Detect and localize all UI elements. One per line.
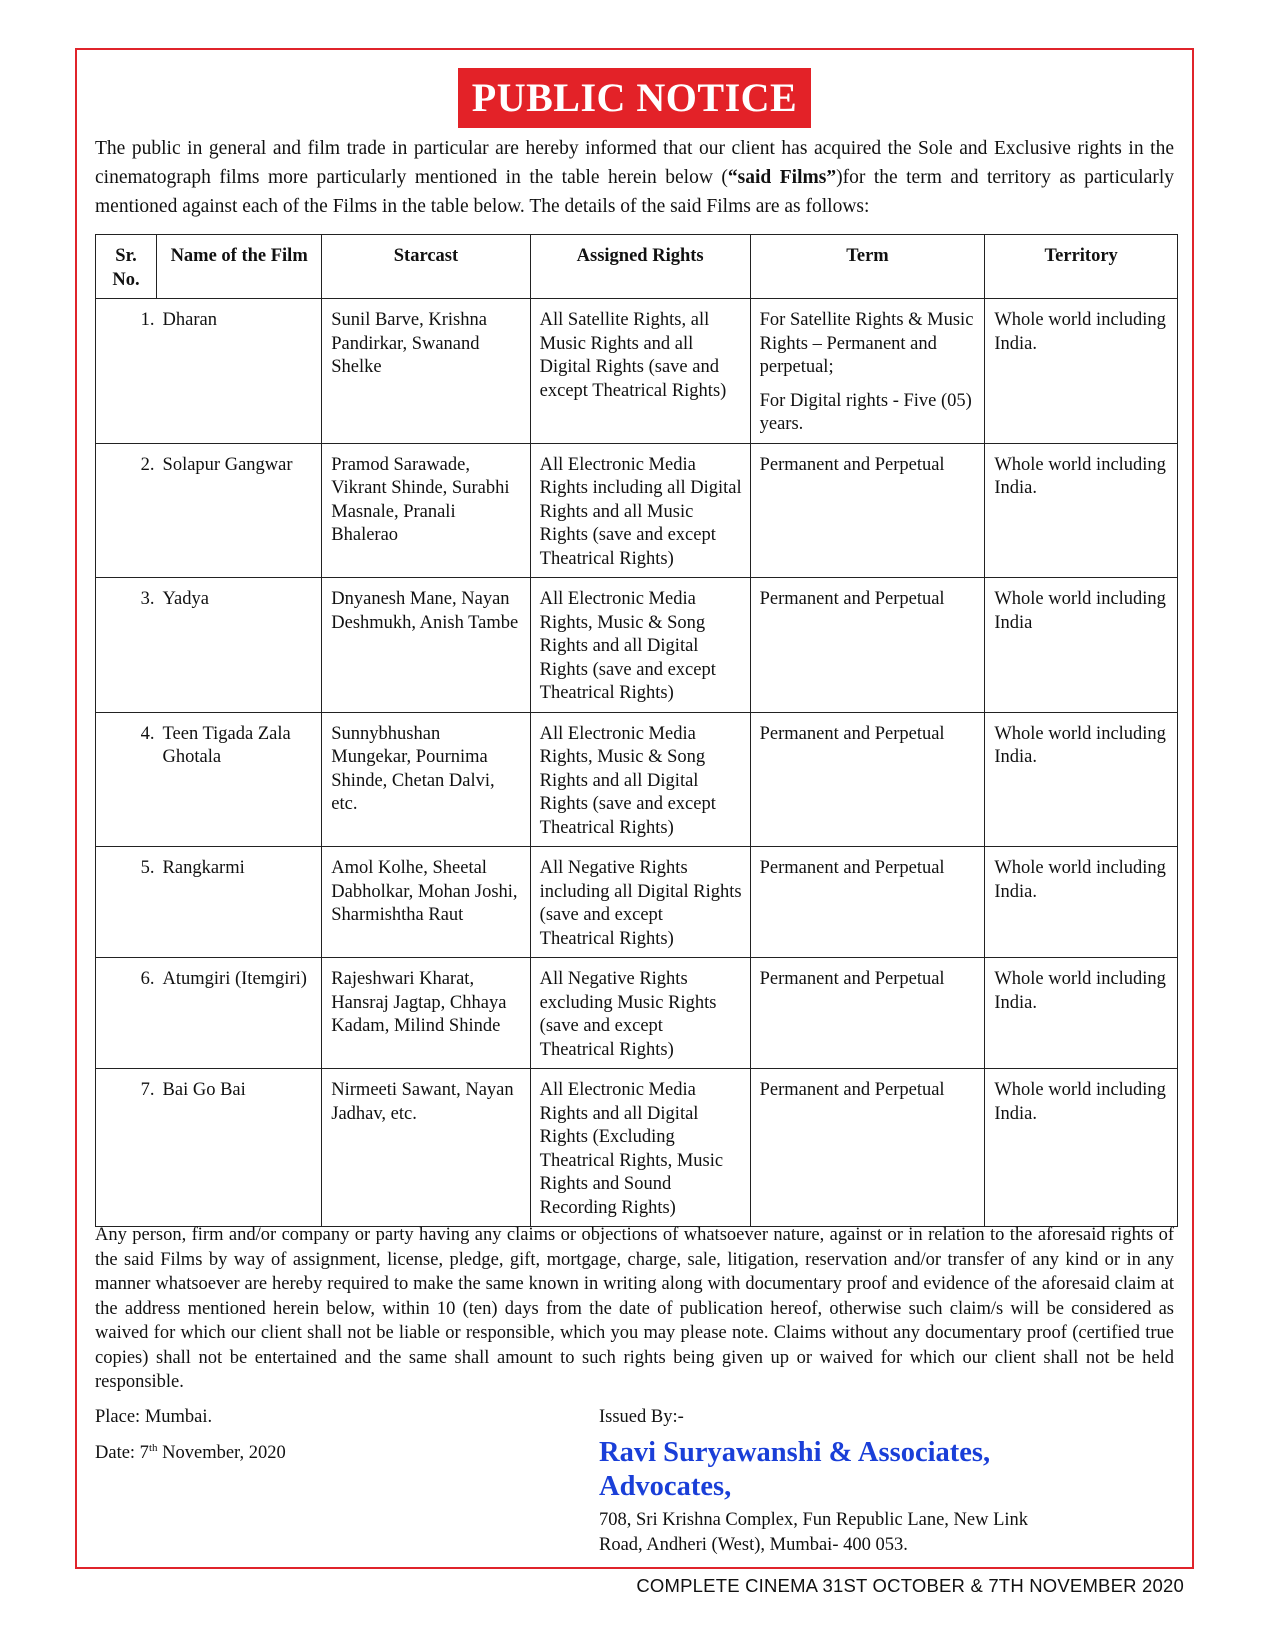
intro-text-start: The public in general and film trade in particular are hereby informed that our client has acquired the Sole and Exclusive rights in the cinematograph films more particularly mentioned in the table herein below ( (95, 138, 1174, 188)
cell-film-name: Rangkarmi (157, 847, 322, 958)
cell-film-name: Atumgiri (Itemgiri) (157, 958, 322, 1069)
term-text: Permanent and Perpetual (759, 454, 945, 475)
table-row (96, 578, 1178, 713)
term-text: Permanent and Perpetual (759, 969, 945, 989)
table-body (96, 299, 1178, 1227)
claims-paragraph: Any person, firm and/or company or party having any claims or objections of whatsoever nature, against or in relation to the aforesaid rights of the said Films by way of assignment, license, pledge, gift, mortgage, charge, sale, litigation, reservation and/or transfer of any kind or in any manner whatsoever are hereby required to make the same known in writing along with documentary proof and evidence of the aforesaid claim at the address mentioned herein below, within 10 (ten) days from the date of publication hereof, otherwise such claim/s will be considered as waived for which our client shall not be liable or responsible, which you may please note. Claims without any documentary proof (certified true copies) shall not be entertained and the same shall amount to such rights being given up or waived for which our client shall not be held responsible. (95, 1225, 1174, 1392)
cell-assigned-rights: All Electronic Media Rights, Music & Song Rights and all Digital Rights (save and except Theatrical Rights) (530, 712, 750, 847)
cell-territory: Whole world including India. (985, 443, 1178, 578)
cell-term (750, 847, 985, 958)
table-row (96, 958, 1178, 1069)
cell-starcast: Pramod Sarawade, Vikrant Shinde, Surabhi Masnale, Pranali Bhalerao (322, 443, 530, 578)
firm-name-line2: Advocates, (599, 1471, 732, 1502)
address-line1: 708, Sri Krishna Complex, Fun Republic Lane, New Link (599, 1510, 1029, 1530)
header-assigned-rights: Assigned Rights (530, 235, 750, 299)
publication-line: COMPLETE CINEMA 31ST OCTOBER & 7TH NOVEMBER 2020 (636, 1575, 1184, 1596)
cell-term (750, 299, 985, 444)
cell-assigned-rights: All Electronic Media Rights and all Digital Rights (Excluding Theatrical Rights, Music Rights and Sound Recording Rights) (530, 1069, 750, 1227)
notice-frame (75, 48, 1194, 1569)
cell-film-name: Teen Tigada Zala Ghotala (157, 712, 322, 847)
cell-term (750, 578, 985, 713)
cell-film-name: Bai Go Bai (157, 1069, 322, 1227)
cell-starcast: Amol Kolhe, Sheetal Dabholkar, Mohan Joshi, Sharmishtha Raut (322, 847, 530, 958)
cell-territory: Whole world including India (985, 578, 1178, 713)
header-starcast: Starcast (322, 235, 530, 299)
header-territory: Territory (985, 235, 1178, 299)
cell-sr-no: 3. (96, 578, 157, 713)
cell-territory: Whole world including India. (985, 1069, 1178, 1227)
intro-text-end: )for the term and territory as particularly mentioned against each of the Films in the table below. The details of the said Films are as follows: (95, 167, 1175, 217)
cell-term (750, 958, 985, 1069)
firm-address (599, 1508, 1159, 1558)
cell-term (750, 712, 985, 847)
firm-name (599, 1436, 1159, 1504)
issued-by-label: Issued By:- (599, 1407, 684, 1427)
intro-paragraph (95, 134, 1174, 221)
cell-starcast: Dnyanesh Mane, Nayan Deshmukh, Anish Tambe (322, 578, 530, 713)
table-row (96, 712, 1178, 847)
cell-film-name: Dharan (157, 299, 322, 444)
date-suffix: November, 2020 (157, 1443, 286, 1464)
term-text-secondary: For Digital rights - Five (05) years. (759, 390, 972, 434)
cell-starcast: Sunnybhushan Mungekar, Pournima Shinde, Chetan Dalvi, etc. (322, 712, 530, 847)
intro-said-films: “said Films” (727, 167, 837, 188)
cell-assigned-rights: All Satellite Rights, all Music Rights and all Digital Rights (save and except Theatrical Rights) (530, 299, 750, 444)
cell-assigned-rights: All Electronic Media Rights including all Digital Rights and all Music Rights (save and except Theatrical Rights) (530, 443, 750, 578)
cell-starcast: Rajeshwari Kharat, Hansraj Jagtap, Chhaya Kadam, Milind Shinde (322, 958, 530, 1069)
cell-territory: Whole world including India. (985, 958, 1178, 1069)
cell-starcast: Nirmeeti Sawant, Nayan Jadhav, etc. (322, 1069, 530, 1227)
term-text: Permanent and Perpetual (759, 723, 945, 744)
cell-sr-no: 7. (96, 1069, 157, 1227)
term-text: Permanent and Perpetual (759, 589, 945, 609)
date-text (95, 1442, 286, 1464)
date-prefix: Date: 7 (95, 1443, 149, 1464)
cell-territory: Whole world including India. (985, 299, 1178, 444)
cell-starcast: Sunil Barve, Krishna Pandirkar, Swanand Shelke (322, 299, 530, 444)
cell-film-name: Yadya (157, 578, 322, 713)
table-header-row (96, 235, 1178, 299)
header-term: Term (750, 235, 985, 299)
title-wrap (77, 68, 1192, 128)
firm-name-line1: Ravi Suryawanshi & Associates, (599, 1437, 991, 1468)
cell-sr-no: 5. (96, 847, 157, 958)
cell-sr-no: 6. (96, 958, 157, 1069)
term-text: For Satellite Rights & Music Rights – Permanent and perpetual; (759, 310, 974, 377)
cell-territory: Whole world including India. (985, 712, 1178, 847)
header-film-name: Name of the Film (157, 235, 322, 299)
table-row (96, 443, 1178, 578)
films-table (95, 234, 1178, 1227)
header-sr-no: Sr. No. (96, 235, 157, 299)
cell-assigned-rights: All Negative Rights excluding Music Rights (save and except Theatrical Rights) (530, 958, 750, 1069)
table-row (96, 299, 1178, 444)
cell-territory: Whole world including India. (985, 847, 1178, 958)
notice-title: PUBLIC NOTICE (458, 68, 811, 128)
cell-assigned-rights: All Electronic Media Rights, Music & Song Rights and all Digital Rights (save and except Theatrical Rights) (530, 578, 750, 713)
date-superscript: th (148, 1442, 158, 1454)
place-date-block (95, 1407, 286, 1478)
cell-film-name: Solapur Gangwar (157, 443, 322, 578)
cell-sr-no: 2. (96, 443, 157, 578)
cell-term (750, 1069, 985, 1227)
cell-term (750, 443, 985, 578)
place-text: Place: Mumbai. (95, 1407, 213, 1427)
cell-assigned-rights: All Negative Rights including all Digital Rights (save and except Theatrical Rights) (530, 847, 750, 958)
term-text: Permanent and Perpetual (759, 1080, 945, 1100)
table-row (96, 1069, 1178, 1227)
cell-sr-no: 4. (96, 712, 157, 847)
table-row (96, 847, 1178, 958)
cell-sr-no: 1. (96, 299, 157, 444)
issuer-block (599, 1407, 1159, 1558)
term-text: Permanent and Perpetual (759, 858, 945, 878)
address-line2: Road, Andheri (West), Mumbai- 400 053. (599, 1535, 908, 1555)
